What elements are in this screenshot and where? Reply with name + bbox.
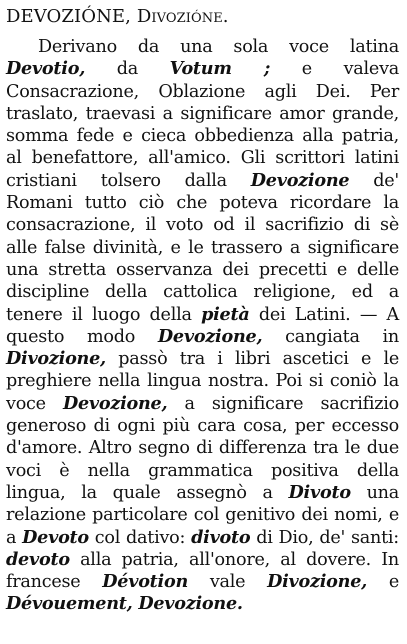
text-run: cangiata in bbox=[262, 326, 399, 347]
italic-term: divoto bbox=[191, 526, 251, 548]
text-run: Derivano da una sola voce latina bbox=[38, 37, 399, 57]
italic-term: Devozione bbox=[250, 169, 350, 191]
text-run: e bbox=[367, 572, 400, 593]
text-run: a significare sacrifizio generoso di ogni più cara cosa, per eccesso d'amore. Altro segno di differenza tra le due voci è nella grammatica positiva della lingua, la quale assegnò a bbox=[6, 393, 399, 503]
italic-term: devoto bbox=[6, 548, 70, 570]
text-run: di Dio, de' santi: bbox=[250, 527, 399, 548]
italic-term: Votum ; bbox=[169, 58, 271, 80]
italic-term: Divozione, bbox=[267, 571, 368, 593]
italic-term: Dévotion bbox=[102, 571, 189, 593]
text-run: alla patria, all'onore, al dovere. In francese bbox=[6, 549, 399, 593]
text-run: dei Latini. — A questo modo bbox=[6, 304, 399, 347]
text-run: col dativo: bbox=[88, 527, 192, 548]
entry-term: DEVOZIÓNE, bbox=[6, 6, 131, 27]
italic-term: pietà bbox=[201, 303, 250, 325]
italic-term: Dévouement, bbox=[6, 593, 133, 615]
italic-term: Devotio, bbox=[6, 58, 86, 80]
italic-term: Divozione, bbox=[6, 348, 106, 370]
italic-term: Devozione, bbox=[157, 325, 263, 347]
italic-term: Devozione, bbox=[62, 392, 168, 414]
text-run: de' Romani tutto ciò che poteva ricordare la consacrazione, il voto od il sacrifizio di sè alle false divinità, e le trassero a significare una stretta osservanza dei precetti e delle discipline della cattolica religione, ed a tenere il luogo della bbox=[6, 170, 399, 325]
entry-body bbox=[6, 36, 399, 616]
text-run: vale bbox=[188, 572, 268, 593]
entry-variant: Divozióne. bbox=[136, 6, 229, 27]
entry-heading bbox=[6, 6, 399, 28]
italic-term: Devoto bbox=[22, 526, 89, 548]
text-run: da bbox=[85, 59, 170, 80]
text-run: passò tra i libri ascetici e le preghiere nella lingua nostra. Poi si coniò la voce bbox=[6, 349, 399, 414]
italic-term: Divoto bbox=[288, 481, 351, 503]
text-run: e valeva Consacrazione, Oblazione agli Dei. Per traslato, traevasi a significare amor grande, somma fede e cieca obbedienza alla patria, al benefattore, all'amico. Gli scrittori latini cristiani tolsero dalla bbox=[6, 59, 399, 191]
text-run: una relazione particolare col genitivo dei nomi, e a bbox=[6, 482, 399, 548]
italic-term: Devozione. bbox=[138, 593, 243, 615]
